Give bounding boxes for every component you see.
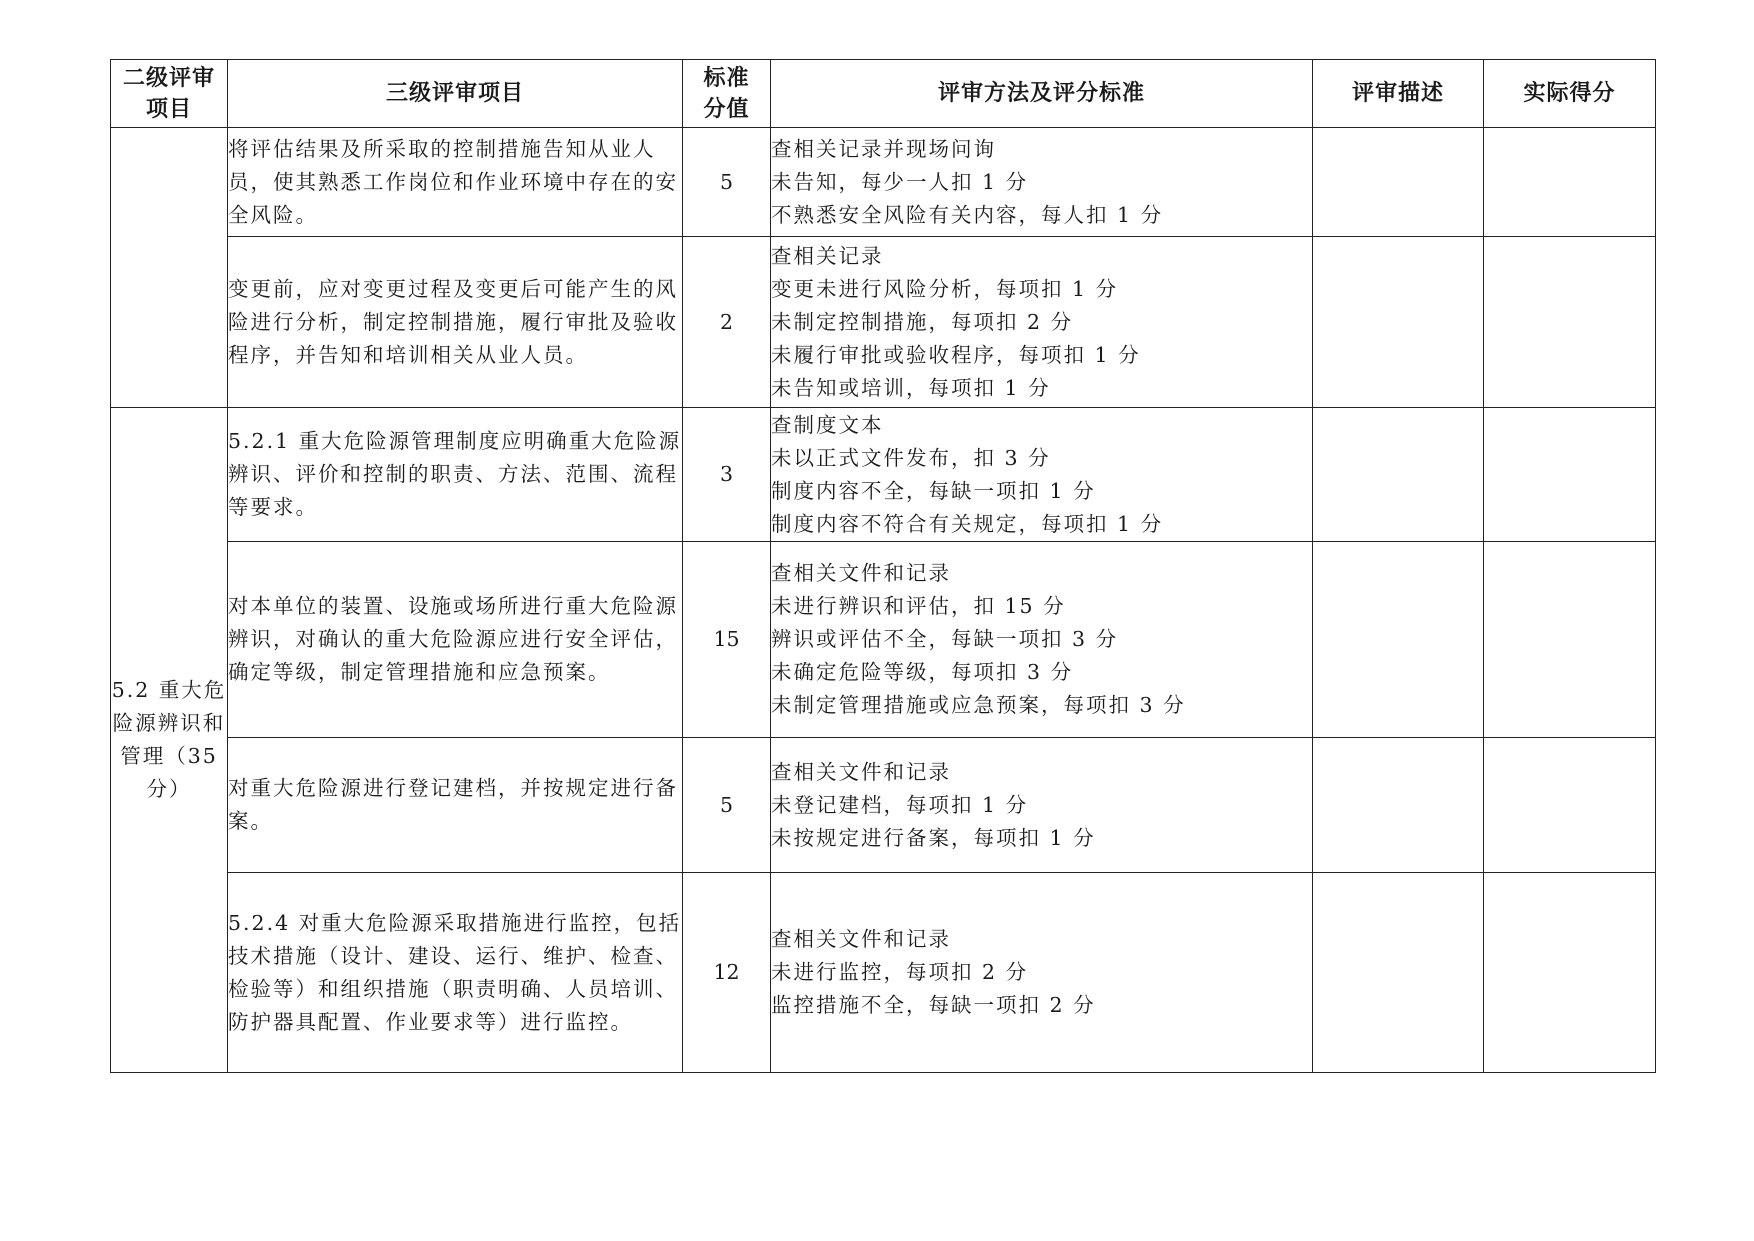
review-description-cell[interactable] [1313, 128, 1484, 237]
header-review-description: 评审描述 [1313, 60, 1484, 128]
header-review-method: 评审方法及评分标准 [771, 60, 1313, 128]
method-line: 查制度文本 [771, 412, 884, 437]
header-standard-score: 标准分值 [683, 60, 771, 128]
review-description-cell[interactable] [1313, 873, 1484, 1073]
standard-score-cell: 3 [683, 408, 771, 542]
method-line: 监控措施不全，每缺一项扣 2 分 [771, 993, 1096, 1017]
actual-score-cell[interactable] [1484, 873, 1656, 1073]
method-line: 未进行辨识和评估，扣 15 分 [771, 594, 1066, 618]
review-description-cell[interactable] [1313, 237, 1484, 408]
actual-score-cell[interactable] [1484, 237, 1656, 408]
table-row [111, 128, 1656, 237]
method-line: 查相关文件和记录 [771, 927, 951, 951]
review-method-cell [771, 873, 1313, 1073]
secondary-item-cell-empty [111, 128, 228, 408]
standard-score-cell: 5 [683, 738, 771, 873]
table-row [111, 542, 1656, 738]
review-method-cell [771, 408, 1313, 542]
table-row [111, 738, 1656, 873]
method-line: 未登记建档，每项扣 1 分 [771, 792, 1029, 817]
header-secondary-item: 二级评审项目 [111, 60, 228, 128]
method-line: 查相关记录 [771, 243, 884, 268]
review-description-cell[interactable] [1313, 408, 1484, 542]
actual-score-cell[interactable] [1484, 542, 1656, 738]
review-description-cell[interactable] [1313, 542, 1484, 738]
method-line: 未告知，每少一人扣 1 分 [771, 169, 1029, 194]
review-method-cell [771, 128, 1313, 237]
method-line: 制度内容不全，每缺一项扣 1 分 [771, 478, 1096, 503]
method-line: 不熟悉安全风险有关内容，每人扣 1 分 [771, 202, 1164, 227]
method-line: 未告知或培训，每项扣 1 分 [771, 375, 1051, 400]
tertiary-item-cell: 对重大危险源进行登记建档，并按规定进行备案。 [228, 738, 683, 873]
table-row [111, 408, 1656, 542]
tertiary-item-cell: 5.2.4 对重大危险源采取措施进行监控，包括技术措施（设计、建设、运行、维护、检查、检验等）和组织措施（职责明确、人员培训、防护器具配置、作业要求等）进行监控。 [228, 873, 683, 1073]
header-actual-score: 实际得分 [1484, 60, 1656, 128]
table-row [111, 237, 1656, 408]
tertiary-item-cell: 变更前，应对变更过程及变更后可能产生的风险进行分析，制定控制措施，履行审批及验收程序，并告知和培训相关从业人员。 [228, 237, 683, 408]
review-method-cell [771, 237, 1313, 408]
actual-score-cell[interactable] [1484, 408, 1656, 542]
method-line: 未制定管理措施或应急预案，每项扣 3 分 [771, 693, 1186, 717]
actual-score-cell[interactable] [1484, 738, 1656, 873]
review-description-cell[interactable] [1313, 738, 1484, 873]
method-line: 查相关文件和记录 [771, 759, 951, 784]
method-line: 查相关记录并现场问询 [771, 136, 996, 161]
method-line: 未制定控制措施，每项扣 2 分 [771, 309, 1074, 334]
standard-score-cell: 5 [683, 128, 771, 237]
standard-score-cell: 12 [683, 873, 771, 1073]
method-line: 未确定危险等级，每项扣 3 分 [771, 660, 1074, 684]
method-line: 辨识或评估不全，每缺一项扣 3 分 [771, 627, 1119, 651]
header-row [111, 60, 1656, 128]
tertiary-item-cell: 对本单位的装置、设施或场所进行重大危险源辨识，对确认的重大危险源应进行安全评估，确定等级，制定管理措施和应急预案。 [228, 542, 683, 738]
method-line: 未进行监控，每项扣 2 分 [771, 960, 1029, 984]
method-line: 制度内容不符合有关规定，每项扣 1 分 [771, 511, 1164, 536]
review-method-cell [771, 542, 1313, 738]
table-row [111, 873, 1656, 1073]
actual-score-cell[interactable] [1484, 128, 1656, 237]
review-method-cell [771, 738, 1313, 873]
method-line: 未以正式文件发布，扣 3 分 [771, 445, 1051, 470]
method-line: 未履行审批或验收程序，每项扣 1 分 [771, 342, 1141, 367]
method-line: 未按规定进行备案，每项扣 1 分 [771, 825, 1096, 850]
tertiary-item-cell: 5.2.1 重大危险源管理制度应明确重大危险源辨识、评价和控制的职责、方法、范围、流程等要求。 [228, 408, 683, 542]
header-tertiary-item: 三级评审项目 [228, 60, 683, 128]
method-line: 查相关文件和记录 [771, 561, 951, 585]
standard-score-cell: 2 [683, 237, 771, 408]
secondary-item-cell: 5.2 重大危险源辨识和管理（35 分） [111, 408, 228, 1073]
standard-score-cell: 15 [683, 542, 771, 738]
tertiary-item-cell: 将评估结果及所采取的控制措施告知从业人员，使其熟悉工作岗位和作业环境中存在的安全风险。 [228, 128, 683, 237]
review-table [110, 59, 1656, 1073]
method-line: 变更未进行风险分析，每项扣 1 分 [771, 276, 1119, 301]
